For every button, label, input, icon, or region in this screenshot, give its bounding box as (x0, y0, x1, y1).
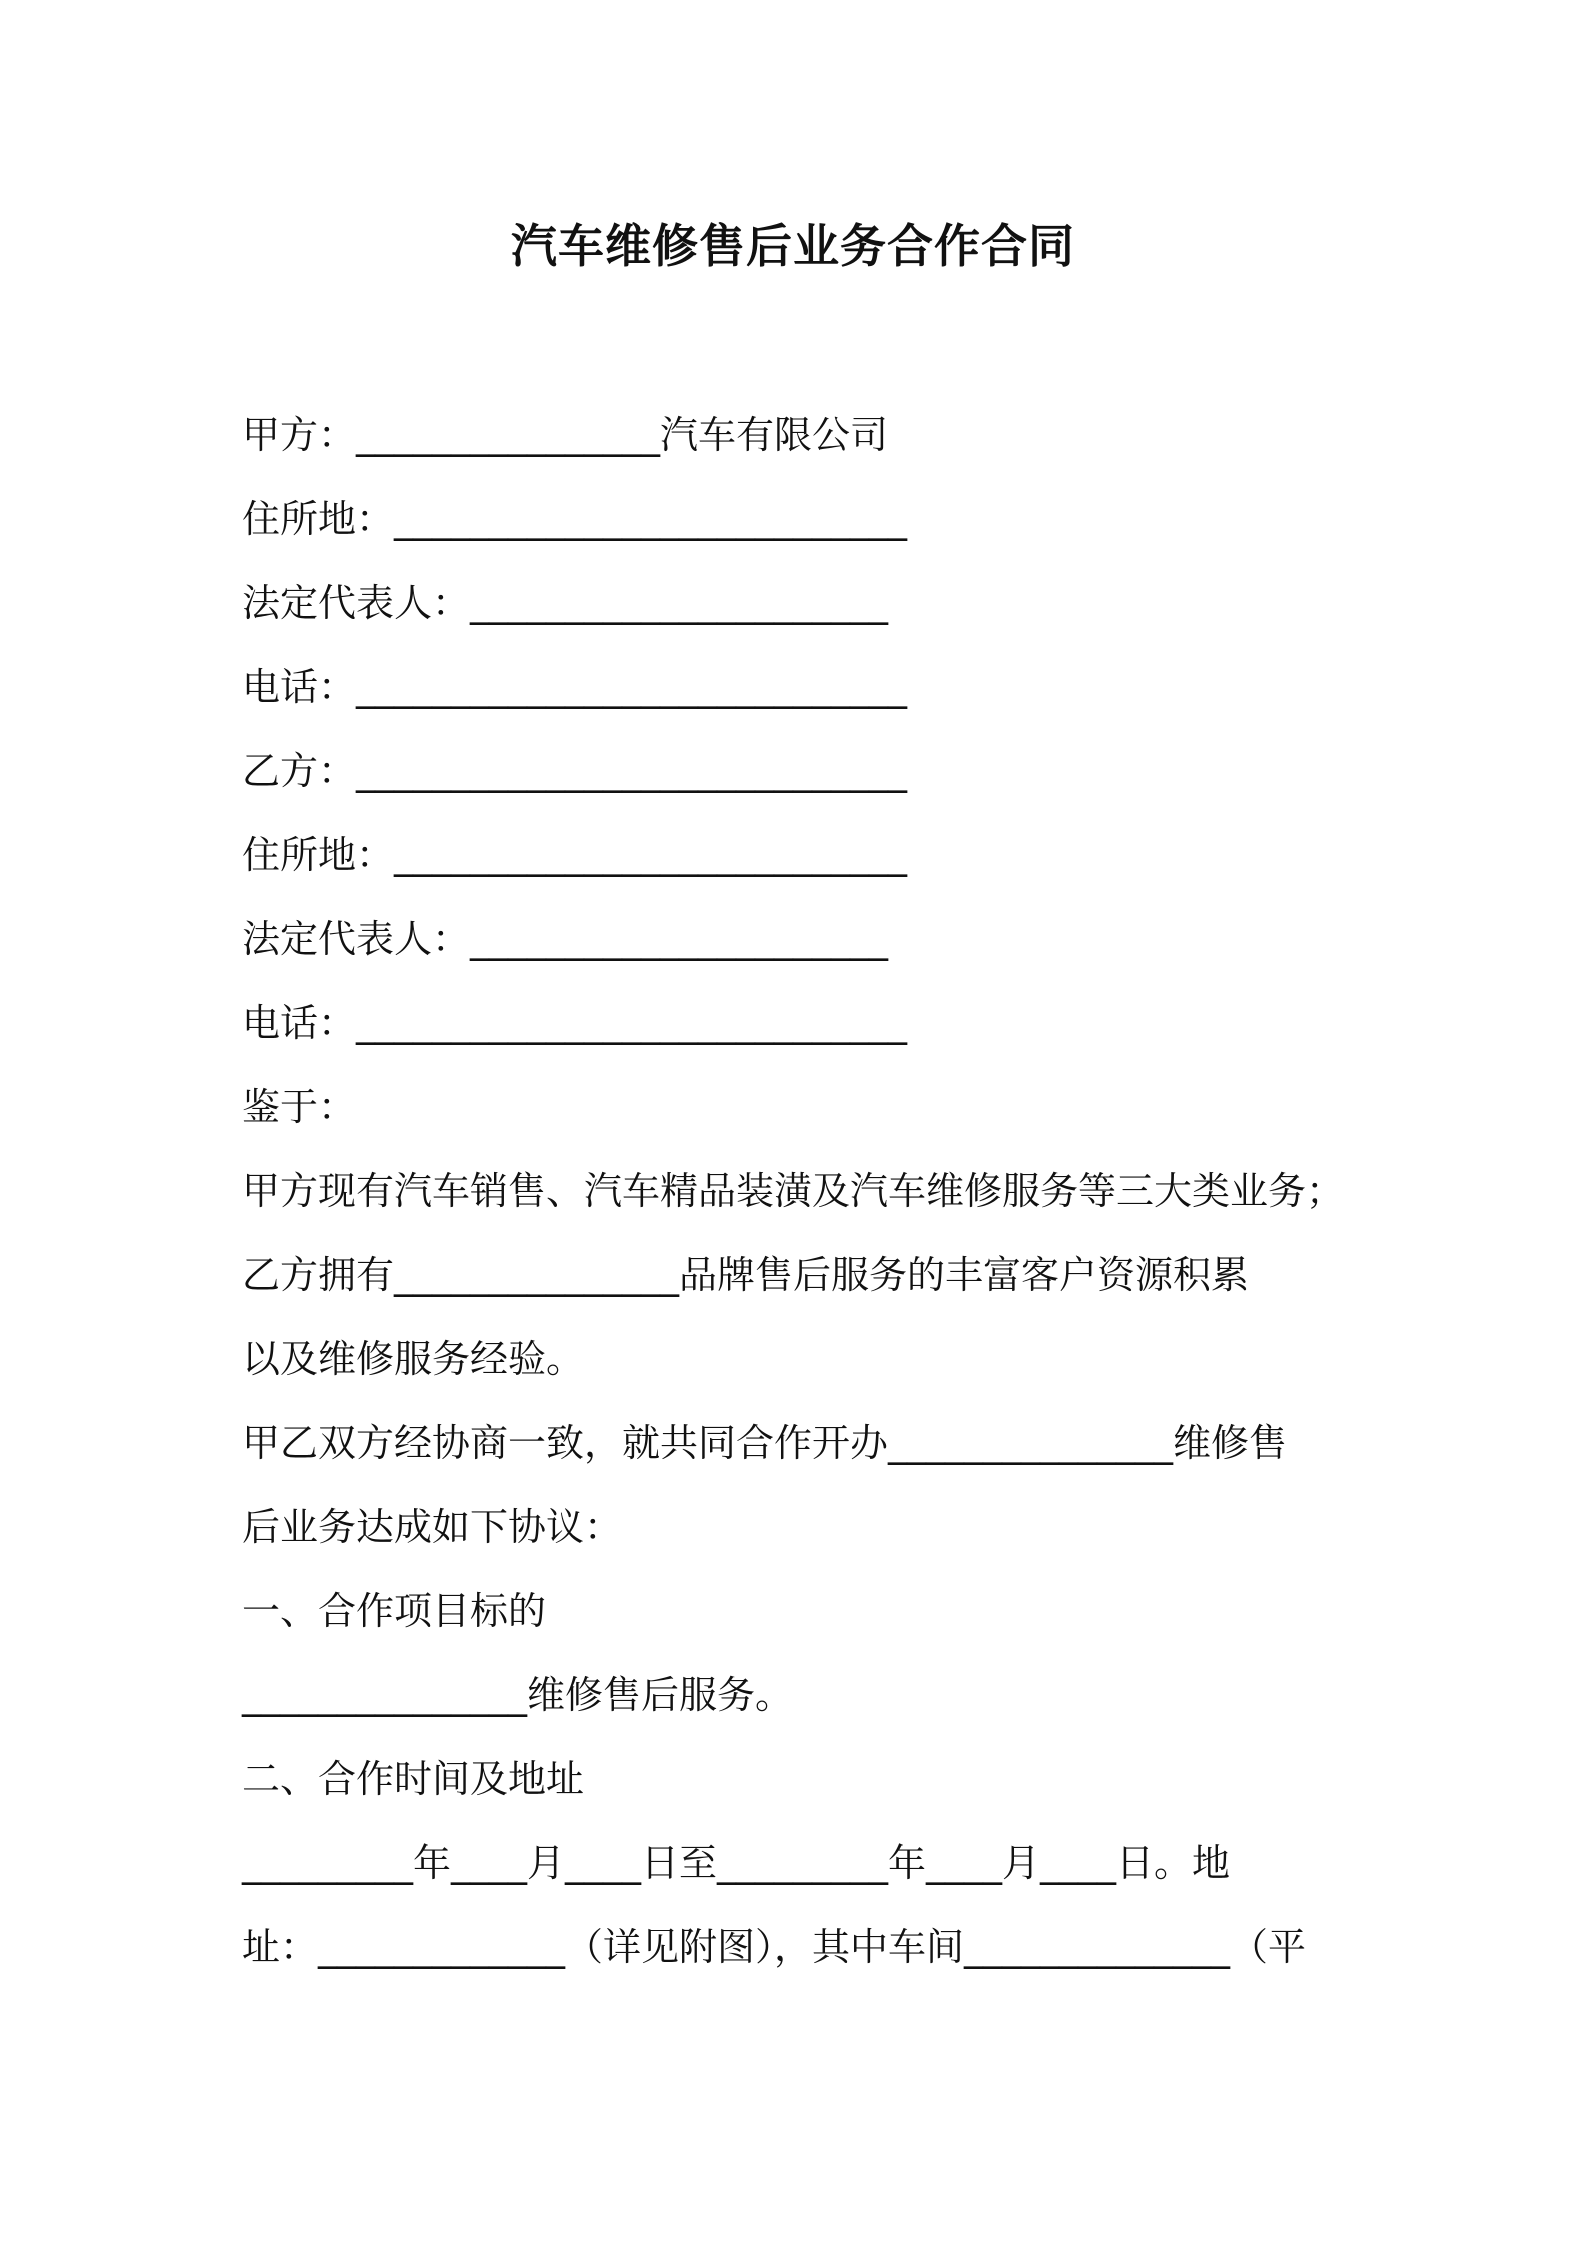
party-a-address-line: 住所地：___________________________ (242, 497, 908, 541)
recital-line-2: 乙方拥有_______________品牌售后服务的丰富客户资源积累 (242, 1253, 1250, 1297)
section-2-heading: 二、合作时间及地址 (242, 1757, 585, 1801)
recital-line-1: 甲方现有汽车销售、汽车精品装潢及汽车维修服务等三大类业务； (242, 1169, 1345, 1213)
section-2-address-line: 址：_____________（详见附图），其中车间______________（平 (242, 1925, 1307, 1969)
party-b-address-line: 住所地：___________________________ (242, 833, 908, 877)
recital-line-5: 后业务达成如下协议： (242, 1505, 623, 1549)
whereas-heading: 鉴于： (242, 1085, 357, 1129)
section-2-dates-line: _________年____月____日至_________年____月____日。地 (242, 1841, 1231, 1885)
document-title: 汽车维修售后业务合作合同 (511, 219, 1075, 273)
section-1-body: _______________维修售后服务。 (242, 1673, 794, 1717)
party-a-legal-rep-line: 法定代表人：______________________ (242, 581, 889, 625)
party-a-phone-line: 电话：_____________________________ (242, 665, 908, 709)
recital-line-4: 甲乙双方经协商一致，就共同合作开办_______________维修售 (242, 1421, 1288, 1465)
party-b-name-line: 乙方：_____________________________ (242, 749, 908, 793)
party-b-legal-rep-line: 法定代表人：______________________ (242, 917, 889, 961)
recital-line-3: 以及维修服务经验。 (242, 1337, 585, 1381)
section-1-heading: 一、合作项目标的 (242, 1589, 547, 1633)
party-a-name-line: 甲方：________________汽车有限公司 (242, 413, 889, 457)
party-b-phone-line: 电话：_____________________________ (242, 1001, 908, 1045)
